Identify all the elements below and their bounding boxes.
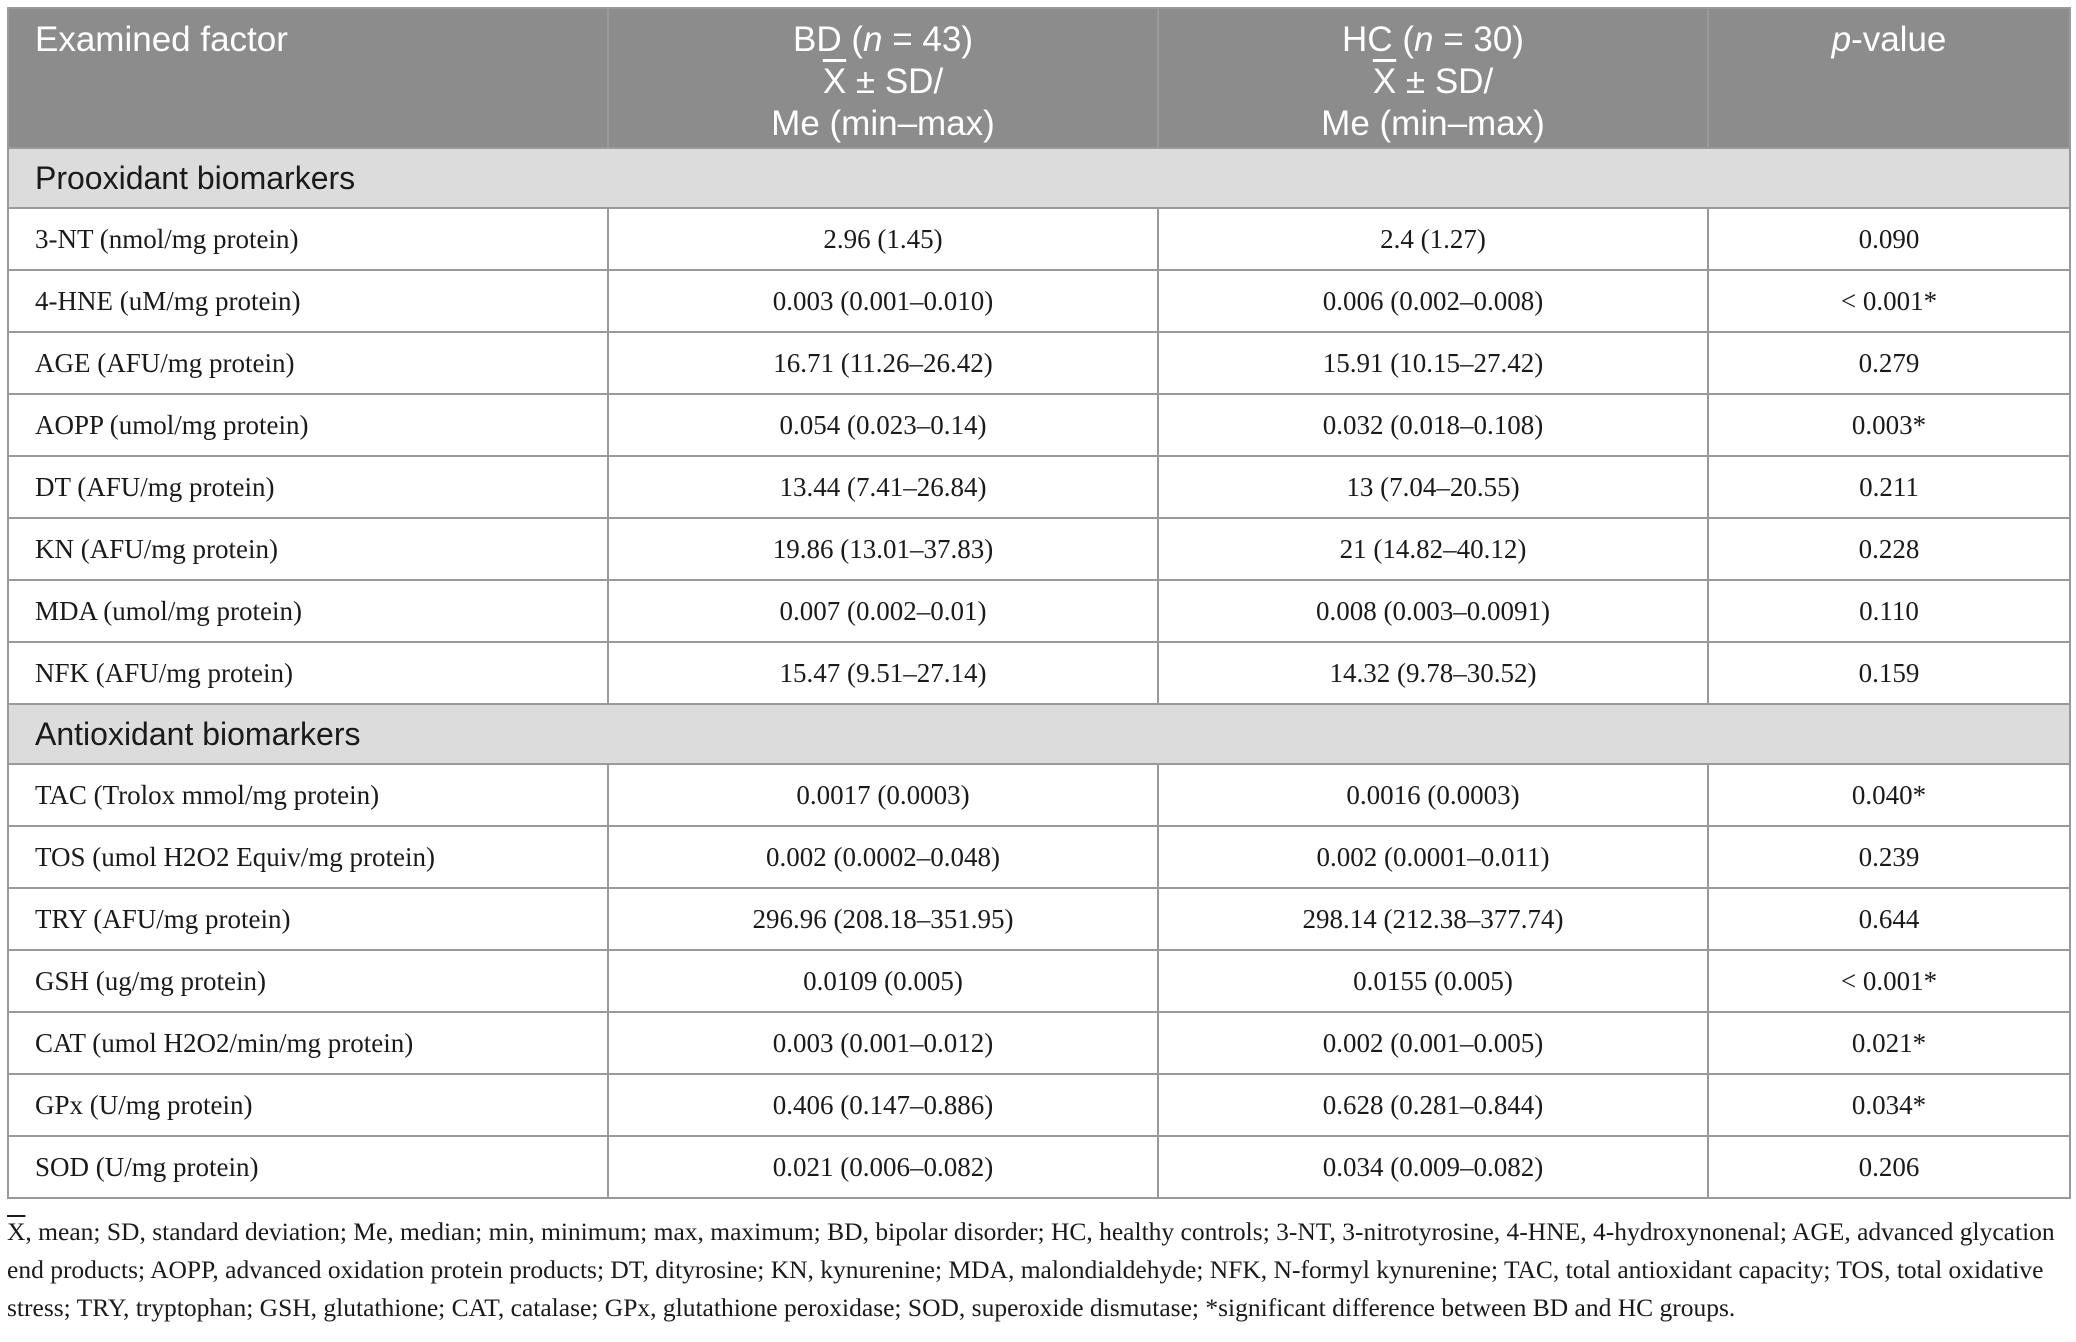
cell-p-value: 0.228 — [1708, 518, 2070, 580]
cell-p-value: 0.211 — [1708, 456, 2070, 518]
table-body — [8, 148, 2070, 1198]
cell-hc-value: 13 (7.04–20.55) — [1158, 456, 1708, 518]
cell-hc-value: 0.008 (0.003–0.0091) — [1158, 580, 1708, 642]
cell-factor: DT (AFU/mg protein) — [8, 456, 608, 518]
cell-factor: CAT (umol H2O2/min/mg protein) — [8, 1012, 608, 1074]
cell-factor: TOS (umol H2O2 Equiv/mg protein) — [8, 826, 608, 888]
header-hc-median: Me (min–max) — [1321, 104, 1545, 143]
cell-factor: SOD (U/mg protein) — [8, 1136, 608, 1198]
header-examined-factor: Examined factor — [8, 8, 608, 148]
cell-hc-value: 0.006 (0.002–0.008) — [1158, 270, 1708, 332]
cell-bd-value: 296.96 (208.18–351.95) — [608, 888, 1158, 950]
cell-hc-value: 298.14 (212.38–377.74) — [1158, 888, 1708, 950]
cell-factor: 4-HNE (uM/mg protein) — [8, 270, 608, 332]
table-row — [8, 1136, 2070, 1198]
cell-bd-value: 0.003 (0.001–0.012) — [608, 1012, 1158, 1074]
header-hc-count: = 30) — [1433, 20, 1524, 59]
table-footnote — [7, 1213, 2069, 1327]
header-hc-n: n — [1414, 20, 1434, 59]
table-row — [8, 270, 2070, 332]
footnote-text: , mean; SD, standard deviation; Me, median; min, minimum; max, maximum; BD, bipolar disorder; HC, healthy controls; 3-NT, 3-nitrotyrosine, 4-HNE, 4-hydroxynonenal; AGE, advanced glycation end products; AOPP, advanced oxidation protein products; DT, dityrosine; KN, kynurenine; MDA, malondialdehyde; NFK, N-formyl kynurenine; TAC, total antioxidant capacity; TOS, total oxidative stress; TRY, tryptophan; GSH, glutathione; CAT, catalase; GPx, glutathione peroxidase; SOD, superoxide dismutase; *significant difference between BD and HC groups. — [7, 1217, 2055, 1322]
cell-p-value: 0.279 — [1708, 332, 2070, 394]
header-pvalue-p: p — [1831, 20, 1852, 59]
section-title: Prooxidant biomarkers — [8, 148, 2070, 208]
header-bd-n: n — [863, 20, 883, 59]
cell-bd-value: 16.71 (11.26–26.42) — [608, 332, 1158, 394]
table-container — [7, 7, 2069, 1327]
section-row — [8, 148, 2070, 208]
cell-hc-value: 15.91 (10.15–27.42) — [1158, 332, 1708, 394]
header-bd-median: Me (min–max) — [771, 104, 995, 143]
table-row — [8, 456, 2070, 518]
cell-bd-value: 0.0017 (0.0003) — [608, 764, 1158, 826]
header-bd: BD (n = 43) $\overline{X} \pm SD/$ Me (min–max) — [608, 8, 1158, 148]
cell-p-value: 0.034* — [1708, 1074, 2070, 1136]
table-row — [8, 764, 2070, 826]
header-hc-group: HC — [1342, 20, 1393, 59]
cell-p-value: < 0.001* — [1708, 950, 2070, 1012]
cell-p-value: < 0.001* — [1708, 270, 2070, 332]
table-row — [8, 580, 2070, 642]
table-row — [8, 642, 2070, 704]
cell-bd-value: 0.054 (0.023–0.14) — [608, 394, 1158, 456]
cell-p-value: 0.239 — [1708, 826, 2070, 888]
header-bd-sd: ± SD/ — [846, 62, 944, 101]
cell-p-value: 0.206 — [1708, 1136, 2070, 1198]
header-hc-sd: ± SD/ — [1396, 62, 1494, 101]
table-row — [8, 826, 2070, 888]
cell-hc-value: 2.4 (1.27) — [1158, 208, 1708, 270]
table-row — [8, 332, 2070, 394]
table-row — [8, 518, 2070, 580]
cell-factor: AOPP (umol/mg protein) — [8, 394, 608, 456]
table-row — [8, 950, 2070, 1012]
cell-hc-value: 0.0016 (0.0003) — [1158, 764, 1708, 826]
table-header — [8, 8, 2070, 148]
table-row — [8, 888, 2070, 950]
cell-bd-value: 0.0109 (0.005) — [608, 950, 1158, 1012]
cell-factor: AGE (AFU/mg protein) — [8, 332, 608, 394]
cell-bd-value: 15.47 (9.51–27.14) — [608, 642, 1158, 704]
cell-bd-value: 13.44 (7.41–26.84) — [608, 456, 1158, 518]
header-pvalue — [1708, 8, 2070, 148]
cell-bd-value: 0.002 (0.0002–0.048) — [608, 826, 1158, 888]
header-pvalue-rest: -value — [1851, 20, 1947, 59]
cell-bd-value: 0.007 (0.002–0.01) — [608, 580, 1158, 642]
cell-bd-value: 19.86 (13.01–37.83) — [608, 518, 1158, 580]
cell-hc-value: 0.628 (0.281–0.844) — [1158, 1074, 1708, 1136]
cell-factor: TRY (AFU/mg protein) — [8, 888, 608, 950]
cell-bd-value: 2.96 (1.45) — [608, 208, 1158, 270]
cell-p-value: 0.110 — [1708, 580, 2070, 642]
table-row — [8, 1074, 2070, 1136]
cell-factor: GSH (ug/mg protein) — [8, 950, 608, 1012]
cell-factor: NFK (AFU/mg protein) — [8, 642, 608, 704]
cell-factor: TAC (Trolox mmol/mg protein) — [8, 764, 608, 826]
cell-hc-value: 0.002 (0.001–0.005) — [1158, 1012, 1708, 1074]
section-title: Antioxidant biomarkers — [8, 704, 2070, 764]
cell-hc-value: 21 (14.82–40.12) — [1158, 518, 1708, 580]
biomarker-table — [7, 7, 2071, 1199]
header-hc: HC (n = 30) $\overline{X} \pm SD/$ Me (min–max) — [1158, 8, 1708, 148]
cell-p-value: 0.090 — [1708, 208, 2070, 270]
header-bd-group: BD — [793, 20, 842, 59]
table-row — [8, 394, 2070, 456]
cell-hc-value: 0.032 (0.018–0.108) — [1158, 394, 1708, 456]
cell-bd-value: 0.406 (0.147–0.886) — [608, 1074, 1158, 1136]
cell-p-value: 0.021* — [1708, 1012, 2070, 1074]
header-bd-mean-symbol: $\overline{X}$ — [822, 62, 847, 101]
header-bd-count: = 43) — [882, 20, 973, 59]
cell-hc-value: 0.034 (0.009–0.082) — [1158, 1136, 1708, 1198]
cell-factor: 3-NT (nmol/mg protein) — [8, 208, 608, 270]
cell-p-value: 0.003* — [1708, 394, 2070, 456]
cell-bd-value: 0.021 (0.006–0.082) — [608, 1136, 1158, 1198]
table-row — [8, 1012, 2070, 1074]
cell-p-value: 0.159 — [1708, 642, 2070, 704]
footnote-mean-symbol: $\overline{X}$ — [7, 1217, 26, 1246]
section-row — [8, 704, 2070, 764]
cell-factor: GPx (U/mg protein) — [8, 1074, 608, 1136]
cell-p-value: 0.644 — [1708, 888, 2070, 950]
cell-hc-value: 14.32 (9.78–30.52) — [1158, 642, 1708, 704]
cell-bd-value: 0.003 (0.001–0.010) — [608, 270, 1158, 332]
cell-p-value: 0.040* — [1708, 764, 2070, 826]
cell-factor: KN (AFU/mg protein) — [8, 518, 608, 580]
cell-factor: MDA (umol/mg protein) — [8, 580, 608, 642]
table-row — [8, 208, 2070, 270]
header-hc-mean-symbol: $\overline{X}$ — [1372, 62, 1397, 101]
cell-hc-value: 0.0155 (0.005) — [1158, 950, 1708, 1012]
cell-hc-value: 0.002 (0.0001–0.011) — [1158, 826, 1708, 888]
